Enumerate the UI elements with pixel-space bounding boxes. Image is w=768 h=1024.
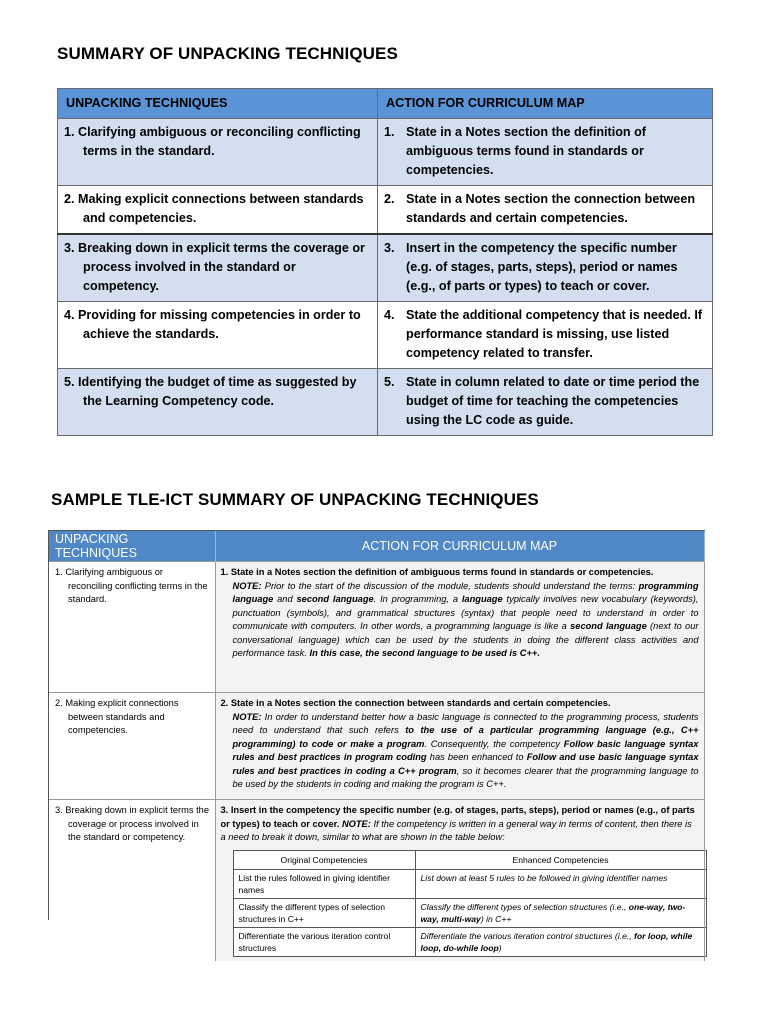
table-row: [58, 119, 713, 186]
technique-cell: 1. Clarifying ambiguous or reconciling conflicting terms in the standard.: [58, 119, 378, 186]
technique-cell: 3. Breaking down in explicit terms the coverage or process involved in the standard or competency.: [58, 234, 378, 302]
enhanced-competency: List down at least 5 rules to be followed in giving identifier names: [415, 869, 706, 898]
original-competency: List the rules followed in giving identifier names: [233, 869, 415, 898]
action-cell: 2. State in a Notes section the connection between standards and certain competencies.: [378, 186, 713, 235]
sample-table-image: [48, 530, 705, 953]
header-unpacking-techniques: UNPACKING TECHNIQUES: [58, 89, 378, 119]
section1-title: SUMMARY OF UNPACKING TECHNIQUES: [57, 44, 398, 63]
action-cell: 1. State in a Notes section the definition of ambiguous terms found in standards or competencies.: [378, 119, 713, 186]
table-row: [49, 693, 704, 800]
action-cell: 5. State in column related to date or time period the budget of time for teaching the competencies using the LC code as guide.: [378, 369, 713, 436]
table-header-row: [58, 89, 713, 119]
enhanced-competency: Differentiate the various iteration control structures (i.e., for loop, while loop, do-while loop): [415, 927, 706, 956]
action-cell: [215, 800, 704, 961]
table-row: [58, 369, 713, 436]
action-cell: 4. State the additional competency that is needed. If performance standard is missing, use listed competency related to transfer.: [378, 302, 713, 369]
note-paragraph: NOTE: Prior to the start of the discussion of the module, students should understand the terms: programming language and second language. In programming, a language typically involves new vocabulary (keywords), punctuation (symbols), and grammatical structures (syntax) that people need to understand in order to communicate with computers. In other words, a programming language is like a second language (next to our conversational language) which can be used by the students in doing the different class activities and performance task. In this case, the second language to be used is C++.: [232, 580, 699, 658]
table-row: [233, 898, 706, 927]
enhanced-competency: Classify the different types of selection structures (i.e., one-way, two-way, multi-way) in C++: [415, 898, 706, 927]
competencies-table: [233, 850, 707, 957]
technique-cell: 5. Identifying the budget of time as suggested by the Learning Competency code.: [58, 369, 378, 436]
table-row: [58, 234, 713, 302]
header-unpacking-techniques: UNPACKING TECHNIQUES: [49, 531, 215, 562]
table-row: [58, 186, 713, 235]
original-competency: Differentiate the various iteration control structures: [233, 927, 415, 956]
technique-cell: 1. Clarifying ambiguous or reconciling conflicting terms in the standard.: [49, 562, 215, 693]
header-action-for-curriculum-map: ACTION FOR CURRICULUM MAP: [215, 531, 704, 562]
section2-title: SAMPLE TLE-ICT SUMMARY OF UNPACKING TECHNIQUES: [51, 490, 539, 509]
table-row: [233, 869, 706, 898]
unpacking-summary-table: [57, 88, 713, 436]
header-original-competencies: Original Competencies: [233, 850, 415, 869]
table-row: [58, 302, 713, 369]
header-action-for-curriculum-map: ACTION FOR CURRICULUM MAP: [378, 89, 713, 119]
technique-cell: 2. Making explicit connections between standards and competencies.: [49, 693, 215, 800]
table-header-row: [49, 531, 704, 562]
table-row: [49, 800, 704, 961]
table-row: [49, 562, 704, 693]
technique-cell: 3. Breaking down in explicit terms the coverage or process involved in the standard or competency.: [49, 800, 215, 961]
action-cell: 1. State in a Notes section the definition of ambiguous terms found in standards or competencies. NOTE: Prior to the start of the discussion of the module, students should understand the terms: programming language and second language. In programming, a language typically involves new vocabulary (keywords), punctuation (symbols), and grammatical structures (syntax) that people need to understand in order to communicate with computers. In other words, a programming language is like a second language (next to our conversational language) which can be used by the students in doing the different class activities and performance task. In this case, the second language to be used is C++.: [215, 562, 704, 693]
action-cell: 2. State in a Notes section the connection between standards and certain competencies. NOTE: In order to understand better how a basic language is connected to the programming process, students need to understand that such refers to the use of a particular programming language (e.g., C++ programming) to code or make a program. Consequently, the competency Follow basic language syntax rules and best practices in program coding has been enhanced to Follow and use basic language syntax rules and best practices in coding a C++ program, so it becomes clearer that the programming language to be used by the students in coding and making the program is C++.: [215, 693, 704, 800]
technique-cell: 4. Providing for missing competencies in order to achieve the standards.: [58, 302, 378, 369]
technique-cell: 2. Making explicit connections between standards and competencies.: [58, 186, 378, 235]
note-paragraph: NOTE: In order to understand better how a basic language is connected to the programming process, students need to understand that such refers to the use of a particular programming language (e.g., C++ programming) to code or make a program. Consequently, the competency Follow basic language syntax rules and best practices in program coding has been enhanced to Follow and use basic language syntax rules and best practices in coding a C++ program, so it becomes clearer that the programming language to be used by the students in coding and making the program is C++.: [232, 711, 699, 789]
action-lead: 3. Insert in the competency the specific number (e.g. of stages, parts, steps), period or names (e.g., of parts or types) to teach or cover. NOTE: If the competency is written in a general way in terms of content, then there is a need to break it down, similar to what are shown in the table below:: [220, 805, 695, 842]
original-competency: Classify the different types of selection structures in C++: [233, 898, 415, 927]
table-row: [233, 927, 706, 956]
header-enhanced-competencies: Enhanced Competencies: [415, 850, 706, 869]
action-cell: 3. Insert in the competency the specific number (e.g. of stages, parts, steps), period or names (e.g., of parts or types) to teach or cover.: [378, 234, 713, 302]
sample-tle-ict-table: [49, 531, 705, 961]
